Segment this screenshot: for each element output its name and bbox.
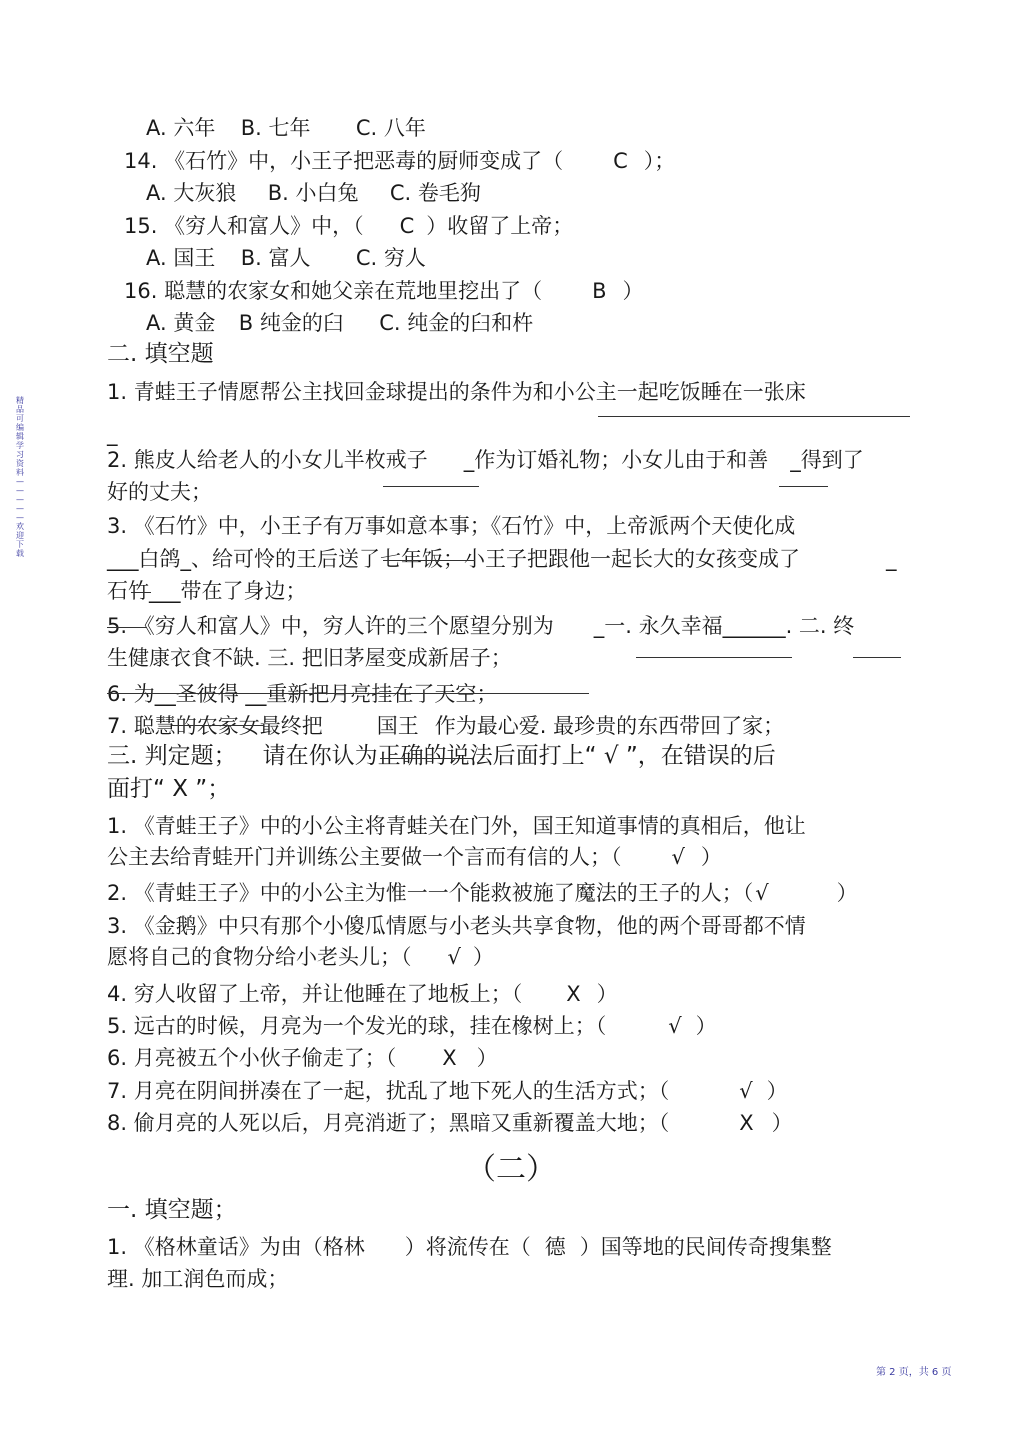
answer: √ xyxy=(739,1079,753,1103)
option-a: A. 大灰狼 xyxy=(146,181,237,205)
question-close: ） xyxy=(622,279,644,303)
strikethrough xyxy=(383,560,475,561)
judge-close: ） xyxy=(836,881,858,905)
answer: √ xyxy=(671,845,685,869)
answer: C xyxy=(613,149,628,173)
option-a: A. 国王 xyxy=(146,246,216,270)
fill-text: 1. 《格林童话》为由（格林 xyxy=(107,1235,365,1259)
fill-text: _一. 永久幸福______. 二. 终 xyxy=(593,614,855,638)
option-c: C. 卷毛狗 xyxy=(389,181,481,205)
judge-text: 4. 穷人收留了上帝，并让他睡在了地板上；（ xyxy=(107,982,523,1006)
fill-text: 2. 熊皮人给老人的小女儿半枚戒子 xyxy=(107,448,428,472)
fill-text: ___白鸽_、给可怜的王后送了七年饭；小王子把跟他一起长大的女孩变成了 xyxy=(107,547,800,571)
part-2-title: （二） xyxy=(466,1152,556,1187)
judge-7 xyxy=(107,1077,788,1105)
option-b: B. 七年 xyxy=(240,116,311,140)
fill-text: ）国等地的民间传奇搜集整 xyxy=(579,1235,832,1259)
judge-text: 8. 偷月亮的人死以后，月亮消逝了；黑暗又重新覆盖大地；（ xyxy=(107,1111,670,1135)
judge-2 xyxy=(107,879,858,907)
judge-close: ） xyxy=(472,945,494,969)
judge-3 xyxy=(107,943,494,971)
fill-text: 5. 《穷人和富人》中，穷人许的三个愿望分别为 xyxy=(107,614,554,638)
judge-6 xyxy=(107,1044,498,1072)
fill-text: 7. 聪慧的农家女最终把 xyxy=(107,714,323,738)
answer: X xyxy=(442,1046,457,1070)
question-text: 15. 《穷人和富人》中，（ xyxy=(124,214,364,238)
part-2-fill-1 xyxy=(107,1233,832,1261)
question-15 xyxy=(124,212,573,240)
fill-6: 6. 为__圣彼得 __重新把月亮挂在了天空； xyxy=(107,682,498,706)
side-note: 精品可编辑学习资料 — — — — — 欢迎下载 xyxy=(16,396,24,558)
judge-text: 7. 月亮在阴间拼凑在了一起，扰乱了地下死人的生活方式；（ xyxy=(107,1079,670,1103)
q13-options xyxy=(146,114,426,142)
q14-options xyxy=(146,179,481,207)
judge-8 xyxy=(107,1109,793,1137)
answer: 德 xyxy=(544,1235,566,1259)
fill-3-line2 xyxy=(107,545,800,573)
section-title-text: 三. 判定题； xyxy=(107,743,237,769)
section-3-title-line2: 面打“ X ”； xyxy=(107,776,231,802)
fill-text: _作为订婚礼物；小女儿由于和善 xyxy=(463,448,769,472)
section-3-title xyxy=(107,742,776,770)
option-a: A. 黄金 xyxy=(146,311,216,335)
strikethrough xyxy=(107,693,589,694)
underline xyxy=(598,416,910,417)
fill-1-tail: _ xyxy=(107,422,118,446)
judge-close: ） xyxy=(766,1079,788,1103)
answer: 国王 xyxy=(376,714,419,738)
option-c: C. 八年 xyxy=(355,116,426,140)
answer: √ xyxy=(668,1014,682,1038)
fill-text: _得到了 xyxy=(790,448,864,472)
option-c: C. 穷人 xyxy=(355,246,426,270)
judge-text: 公主去给青蛙开门并训练公主要做一个言而有信的人；（ xyxy=(107,845,622,869)
question-text: 16. 聪慧的农家女和她父亲在荒地里挖出了（ xyxy=(124,279,543,303)
option-b: B. 小白兔 xyxy=(267,181,359,205)
section-2-title: 二. 填空题 xyxy=(107,341,214,367)
strikethrough xyxy=(172,725,264,726)
judge-close: ） xyxy=(476,1046,498,1070)
judge-text: 5. 远古的时候，月亮为一个发光的球，挂在橡树上；（ xyxy=(107,1014,607,1038)
option-c: C. 纯金的臼和杵 xyxy=(379,311,534,335)
question-14 xyxy=(124,147,675,175)
judge-1-line1: 1. 《青蛙王子》中的小公主将青蛙关在门外，国王知道事情的真相后，他让 xyxy=(107,814,806,838)
judge-3-line1: 3. 《金鹅》中只有那个小傻瓜情愿与小老头共享食物，他的两个哥哥都不情 xyxy=(107,914,806,938)
answer: B xyxy=(592,279,607,303)
judge-close: ） xyxy=(695,1014,717,1038)
fill-3-line1: 3. 《石竹》中，小王子有万事如意本事；《石竹》中，上帝派两个天使化成 xyxy=(107,514,796,538)
strikethrough xyxy=(131,592,151,593)
answer: C xyxy=(399,214,415,238)
underline xyxy=(779,486,828,487)
part-2-section-1-title: 一. 填空题； xyxy=(107,1197,237,1223)
fill-text: ）将流传在（ xyxy=(404,1235,531,1259)
question-close: ）； xyxy=(643,149,676,173)
judge-4 xyxy=(107,980,618,1008)
page-footer: 第 2 页，共 6 页 xyxy=(876,1367,952,1378)
fill-5 xyxy=(107,612,854,640)
answer: √ xyxy=(447,945,461,969)
fill-5-line2: 生健康衣食不缺. 三. 把旧茅屋变成新居子； xyxy=(107,646,512,670)
fill-7 xyxy=(107,712,784,740)
answer: X xyxy=(739,1111,754,1135)
judge-text: 6. 月亮被五个小伙子偷走了；（ xyxy=(107,1046,397,1070)
fill-3-line3: 石竹___带在了身边； xyxy=(107,579,307,603)
option-b: B 纯金的臼 xyxy=(238,311,344,335)
underline xyxy=(383,486,479,487)
underline xyxy=(853,657,901,658)
judge-text: 愿将自己的食物分给小老头儿；（ xyxy=(107,945,412,969)
answer: √ xyxy=(755,881,769,905)
judge-text: 2. 《青蛙王子》中的小公主为惟一一个能救被施了魔法的王子的人；（ xyxy=(107,881,754,905)
strikethrough xyxy=(107,627,147,628)
fill-text: 作为最心爱. 最珍贵的东西带回了家； xyxy=(434,714,785,738)
q16-options xyxy=(146,309,533,337)
judge-close: ） xyxy=(771,1111,793,1135)
option-b: B. 富人 xyxy=(240,246,311,270)
question-close: ）收留了上帝； xyxy=(426,214,574,238)
judge-1 xyxy=(107,843,722,871)
fill-2 xyxy=(107,446,864,474)
section-title-text: 请在你认为正确的说法后面打上“ √ ”，在错误的后 xyxy=(262,743,776,769)
underline xyxy=(636,657,792,658)
answer: X xyxy=(566,982,581,1006)
strikethrough xyxy=(380,758,473,759)
judge-close: ） xyxy=(700,845,722,869)
judge-close: ） xyxy=(596,982,618,1006)
part-2-fill-1-line2: 理. 加工润色而成； xyxy=(107,1267,289,1291)
fill-2-line2: 好的丈夫； xyxy=(107,480,212,504)
question-text: 14. 《石竹》中，小王子把恶毒的厨师变成了（ xyxy=(124,149,564,173)
question-16 xyxy=(124,277,644,305)
option-a: A. 六年 xyxy=(146,116,216,140)
fill-1: 1. 青蛙王子情愿帮公主找回金球提出的条件为和小公主一起吃饭睡在一张床 xyxy=(107,380,806,404)
q15-options xyxy=(146,244,426,272)
fill-3-blank: _ xyxy=(886,547,897,571)
judge-5 xyxy=(107,1012,717,1040)
